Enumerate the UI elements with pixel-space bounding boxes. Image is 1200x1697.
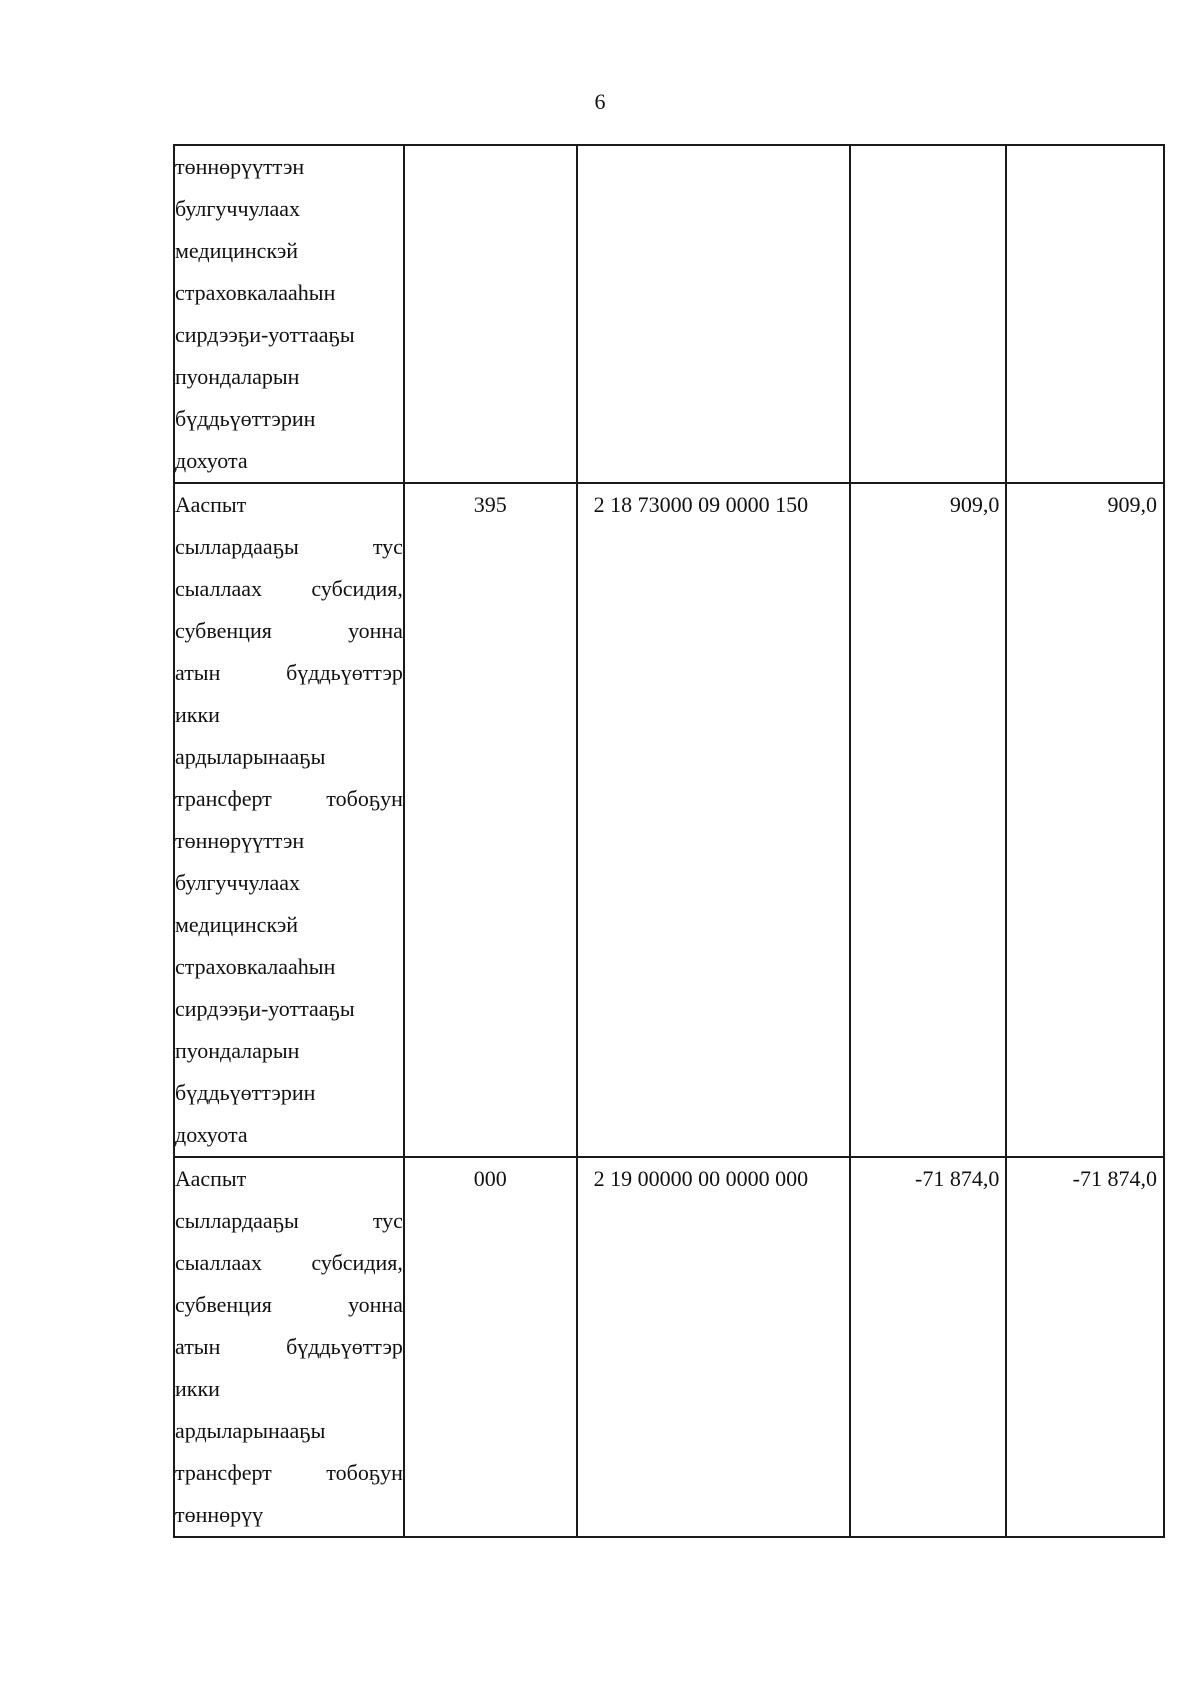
row-sum-2 bbox=[1006, 145, 1164, 483]
row-budget-code bbox=[577, 145, 850, 483]
name-line: трансферт тобоҕун bbox=[175, 786, 403, 811]
name-line: сыллардааҕы тус bbox=[175, 534, 403, 559]
name-line: Ааспыт bbox=[175, 492, 247, 517]
name-line: субвенция уонна bbox=[175, 1292, 403, 1317]
name-line: икки bbox=[175, 1376, 220, 1401]
table-row bbox=[174, 483, 1164, 1157]
name-line: булгуччулаах bbox=[175, 196, 301, 221]
name-line: атын бүддьүөттэр bbox=[175, 1334, 403, 1359]
name-line: дохуота bbox=[175, 1122, 248, 1147]
name-line: булгуччулаах bbox=[175, 870, 301, 895]
budget-table bbox=[173, 144, 1165, 1538]
name-line: субвенция уонна bbox=[175, 618, 403, 643]
name-line: сыаллаах субсидия, bbox=[175, 1250, 403, 1275]
row-budget-code: 2 18 73000 09 0000 150 bbox=[577, 483, 850, 1157]
name-line: төннөрүүттэн bbox=[175, 828, 305, 853]
row-name-cell bbox=[174, 145, 404, 483]
name-line: төннөрүү bbox=[175, 1502, 264, 1527]
row-sum-2: 909,0 bbox=[1006, 483, 1164, 1157]
name-line: медицинскэй bbox=[175, 238, 299, 263]
row-sum-1: -71 874,0 bbox=[850, 1157, 1007, 1537]
name-line: атын бүддьүөттэр bbox=[175, 660, 403, 685]
name-line: ардыларынааҕы bbox=[175, 744, 326, 769]
row-admin-code: 395 bbox=[404, 483, 577, 1157]
name-line: бүддьүөттэрин bbox=[175, 1080, 316, 1105]
name-line: төннөрүүттэн bbox=[175, 154, 305, 179]
row-admin-code: 000 bbox=[404, 1157, 577, 1537]
table-row bbox=[174, 1157, 1164, 1537]
name-line: бүддьүөттэрин bbox=[175, 406, 316, 431]
name-line: сыллардааҕы тус bbox=[175, 1208, 403, 1233]
table-row bbox=[174, 145, 1164, 483]
name-line: дохуота bbox=[175, 448, 248, 473]
row-name-cell bbox=[174, 483, 404, 1157]
row-admin-code bbox=[404, 145, 577, 483]
name-line: сирдээҕи-уоттааҕы bbox=[175, 322, 355, 347]
name-line: пуондаларын bbox=[175, 1038, 300, 1063]
row-sum-1 bbox=[850, 145, 1007, 483]
row-name-cell bbox=[174, 1157, 404, 1537]
name-line: трансферт тобоҕун bbox=[175, 1460, 403, 1485]
name-line: сирдээҕи-уоттааҕы bbox=[175, 996, 355, 1021]
name-line: страховкалааһын bbox=[175, 280, 336, 305]
name-line: Ааспыт bbox=[175, 1166, 247, 1191]
name-line: сыаллаах субсидия, bbox=[175, 576, 403, 601]
name-line: ардыларынааҕы bbox=[175, 1418, 326, 1443]
name-line: страховкалааһын bbox=[175, 954, 336, 979]
name-line: икки bbox=[175, 702, 220, 727]
row-budget-code: 2 19 00000 00 0000 000 bbox=[577, 1157, 850, 1537]
row-sum-1: 909,0 bbox=[850, 483, 1007, 1157]
page-number: 6 bbox=[594, 89, 606, 114]
row-sum-2: -71 874,0 bbox=[1006, 1157, 1164, 1537]
name-line: медицинскэй bbox=[175, 912, 299, 937]
name-line: пуондаларын bbox=[175, 364, 300, 389]
